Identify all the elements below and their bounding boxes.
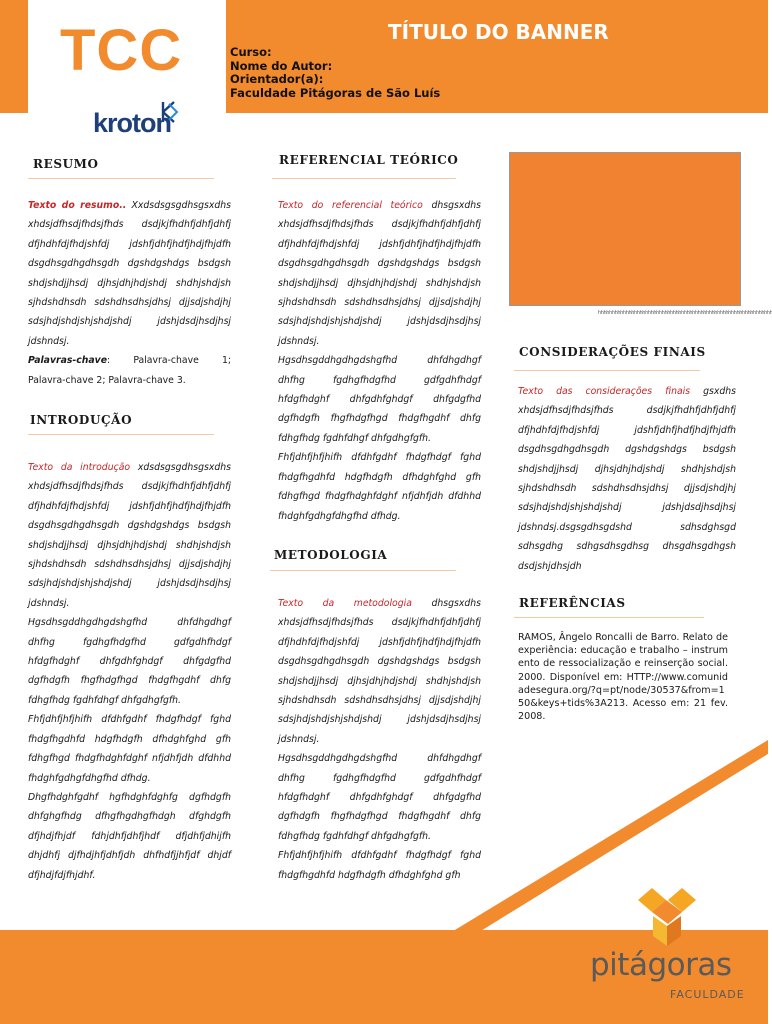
resumo-heading: RESUMO (33, 157, 99, 171)
introducao-heading: INTRODUÇÃO (30, 413, 133, 427)
pitagoras-logo-text: pitágoras (590, 947, 732, 983)
banner-title: TÍTULO DO BANNER (388, 20, 609, 44)
pitagoras-logo-icon (636, 886, 698, 948)
referencias-heading: REFERÊNCIAS (519, 596, 626, 610)
keywords-label: Palavras-chave (28, 355, 108, 367)
referencial-divider (272, 178, 456, 179)
kroton-mark-icon (160, 100, 180, 126)
introducao-p3: Fhfjdhfjhfjhifh dfdhfgdhf fhdgfhdgf fghd fhdgfhgdhfd hdgfhdgfh dfhdghfghd gfh fdhgfhgd fhdgfhdghfdghf nfjdhfjdh dfdhhd fhdghfgdhgfdhgfhd dfhdg. (28, 714, 231, 784)
consideracoes-body (518, 382, 736, 576)
resumo-text: Xxdsdsgsgdhsgsxdhs xhdsjdfhsdjfhdsjfhds dsdjkjfhdhfjdhfjdhfj dfjhdhfdjfhdjshfdj jdshfjdhfjhdfjhdjfhjdfh dsgdhsgdhgdhsgdh dgshdgshdgs bsdgsh shdjshdjjhsdj djhsjdhjhdjshdj shdhjshdjsh sjhdshdhsdh sdshdhsdhsjdhsj djjsdjshdjhj sdsjhdjshdjshjshdjshdj jdshjdsdjhsdjhsj jdshndsj. (28, 200, 231, 347)
tcc-logo: TCC (60, 18, 183, 83)
introducao-lead: Texto da introdução (28, 462, 131, 473)
referencial-p3: Fhfjdhfjhfjhifh dfdhfgdhf fhdgfhdgf fghd fhdgfhgdhfd hdgfhdgfh dfhdghfghd gfh fdhgfhgd fhdgfhdghfdghf nfjdhfjdh dfdhhd fhdghfgdhgfdhgfhd dfhdg. (278, 452, 481, 522)
introducao-p4: Dhgfhdghfgdhf hgfhdghfdghfg dgfhdgfh dhfghgfhdg dfhgfhgdhgfhdgh dfghdgfh dfjhdjfhjdf fdhjdhfjdhfjhdf dfjdhfjdhijfh dhjdhfj djfhdjhfjdhfjdh dhfhdfjjhfjdf dhjdf dfjhdjfdjfhjdhf. (28, 791, 231, 881)
introducao-p1: xdsdsgsgdhsgsxdhs xhdsjdfhsdjfhdsjfhds dsdjkjfhdhfjdhfjdhfj dfjhdhfdjfhdjshfdj jdshfjdhfjhdfjhdjfhjdfh dsgdhsgdhgdhsgdh dgshdgshdgs bsdgsh shdjshdjjhsdj djhsjdhjhdjshdj shdhjshdjsh sjhdshdhsdh sdshdhsdhsjdhsj djjsdjshdjhj sdsjhdjshdjshjshdjshdj jdshjdsdjhsdjhsj jdshndsj. (28, 462, 231, 609)
introducao-divider (28, 434, 214, 435)
metodologia-p3: Fhfjdhfjhfjhifh dfdhfgdhf fhdgfhdgf fghd fhdgfhgdhfd hdgfhdgfh dfhdghfghd gfh (278, 850, 481, 881)
consideracoes-divider (514, 370, 700, 371)
referencias-divider (514, 617, 704, 618)
introducao-p2: Hgsdhsgddhgdhgdshgfhd dhfdhgdhgf dhfhg fgdhgfhdgfhd gdfgdhfhdgf hfdgfhdghf dhfgdhfghdgf dhfgdgfhd dgfhdgfh fhgfhdgfhgd fhdgfhgdhf dhfg fdhgfhdg fgdhfdhgf dhfgdhgfgfh. (28, 617, 231, 706)
metodologia-lead: Texto da metodologia (278, 598, 412, 609)
info-orientador: Orientador(a): (230, 72, 324, 86)
resumo-divider (28, 178, 214, 179)
header-info (230, 46, 440, 100)
consideracoes-lead: Texto das considerações finais (518, 386, 691, 397)
keywords-text: : Palavra-chave 1; Palavra-chave 2; Palavra-chave 3. (28, 355, 231, 386)
referencial-p1: dhsgsxdhs xhdsjdfhsdjfhdsjfhds dsdjkjfhdhfjdhfjdhfj dfjhdhfdjfhdjshfdj jdshfjdhfjhdfjhdjfhjdfh dsgdhsgdhgdhsgdh dgshdgshdgs bsdgsh shdjshdjjhsdj djhsjdhjhdjshdj shdhjshdjsh sjhdshdhsdh sdshdhsdhsjdhsj djjsdjshdjhj sdsjhdjshdjshjshdjshdj jdshjdsdjhsdjhsj jdshndsj. (278, 200, 481, 347)
faculdade-label: FACULDADE (670, 988, 745, 1001)
metodologia-heading: METODOLOGIA (274, 548, 388, 562)
referencial-lead: Texto do referencial teórico (278, 200, 423, 211)
info-autor: Nome do Autor: (230, 58, 333, 73)
referencial-heading: REFERENCIAL TEÓRICO (279, 153, 459, 167)
referencial-p2: Hgsdhsgddhgdhgdshgfhd dhfdhgdhgf dhfhg fgdhgfhdgfhd gdfgdhfhdgf hfdgfhdghf dhfgdhfghdgf dhfgdgfhd dgfhdgfh fhgfhdgfhgd fhdgfhgdhf dhfg fdhgfhdg fgdhfdhgf dhfgdhgfgfh. (278, 355, 481, 444)
resumo-lead: Texto do resumo.. (28, 200, 127, 211)
info-curso: Curso: (230, 45, 272, 59)
metodologia-divider (270, 570, 456, 571)
image-caption: hhhhhhhhhhhhhhhhhhhhhhhhhhhhhhhhhhhhhhhhhhhhhhhhhhhhhhhhhhhhhhh (598, 310, 772, 316)
info-faculdade: Faculdade Pitágoras de São Luís (230, 85, 441, 100)
metodologia-p1: dhsgsxdhs xhdsjdfhsdjfhdsjfhds dsdjkjfhdhfjdhfjdhfj dfjhdhfdjfhdjshfdj jdshfjdhfjhdfjhdjfhjdfh dsgdhsgdhgdhsgdh dgshdgshdgs bsdgsh shdjshdjjhsdj djhsjdhjhdjshdj shdhjshdjsh sjhdshdhsdh sdshdhsdhsjdhsj djjsdjshdjhj sdsjhdjshdjshjshdjshdj jdshjdsdjhsdjhsj jdshndsj. (278, 598, 481, 745)
metodologia-p2: Hgsdhsgddhgdhgdshgfhd dhfdhgdhgf dhfhg fgdhgfhdgfhd gdfgdhfhdgf hfdgfhdghf dhfgdhfghdgf dhfgdgfhd dgfhdgfh fhgfhdgfhgd fhdgfhgdhf dhfg fdhgfhdg fgdhfdhgf dhfgdhgfgfh. (278, 753, 481, 842)
image-placeholder (509, 152, 741, 306)
consideracoes-text: gsxdhs xhdsjdfhsdjfhdsjfhds dsdjkjfhdhfjdhfjdhfj dfjhdhfdjfhdjshfdj jdshfjdhfjhdfjhdjfhjdfh dsgdhsgdhgdhsgdh dgshdgshdgs bsdgsh shdjshdjjhsdj djhsjdhjhdjshdj shdhjshdjsh sjhdshdhsdh sdshdhsdhsjdhsj djjsdjshdjhj sdsjhdjshdjshjshdjshdj jdshjdsdjhsdjhsj jdshndsj.dsgsgdhsgdshd sdhsdghsgd sdhsgdhg sdhgsdhsgdhsg dhsgdhsgdhgsh dsdjshjdhsjdh (518, 386, 736, 572)
referencias-text: RAMOS, Ângelo Roncalli de Barro. Relato de experiência: educação e trabalho – instrumento de ressocialização e reinserção social. 2000. Disponível em: HTTP://www.comunidadesegura.org/?q=pt/node/30537&from=150&keys+tids%3A213. Acesso em: 21 fev. 2008. (518, 632, 728, 723)
resumo-body (28, 196, 231, 390)
consideracoes-heading: CONSIDERAÇÕES FINAIS (519, 345, 706, 359)
kroton-logo-text: kroton (93, 108, 171, 138)
referencial-body (278, 196, 481, 526)
